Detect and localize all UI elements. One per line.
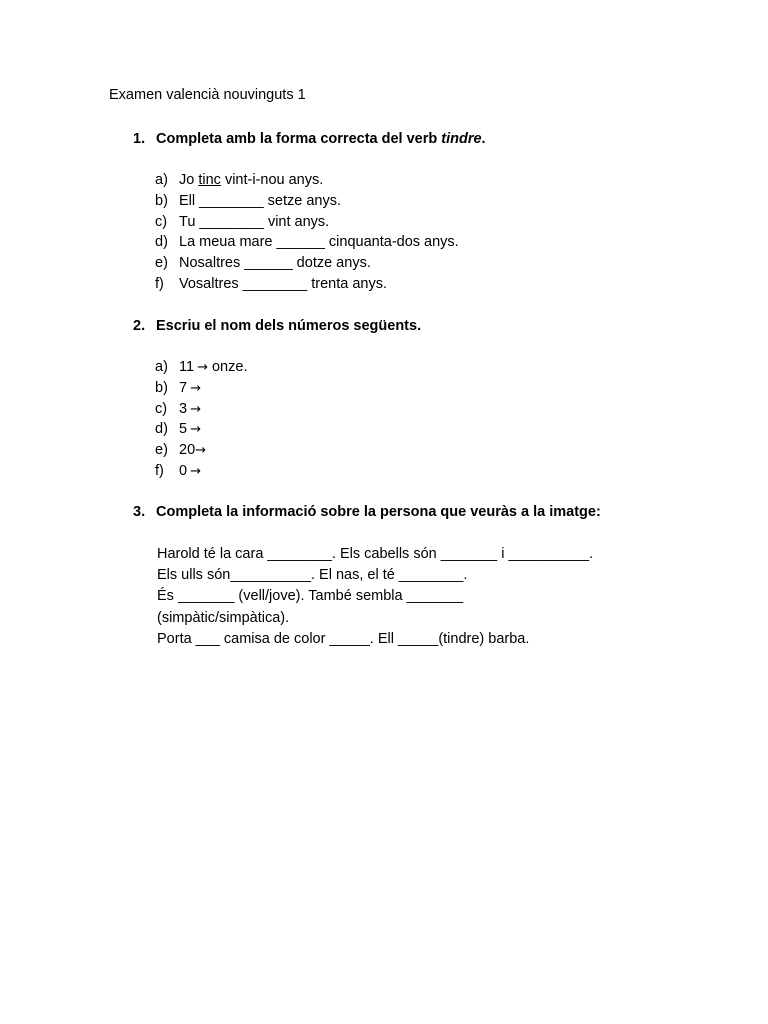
question-2-number: 2. (133, 318, 146, 334)
exam-title: Examen valencià nouvinguts 1 (109, 87, 306, 103)
question-3-paragraph (157, 544, 593, 650)
paragraph-line: Els ulls són__________. El nas, el té ________. (157, 567, 468, 584)
arrow-right-icon: → (195, 443, 207, 459)
question-3-text: Completa la informació sobre la persona que veuràs a la imatge: (156, 504, 601, 520)
paragraph-line: Porta ___ camisa de color _____. Ell _____(tindre) barba. (157, 630, 530, 647)
example-answer: tinc (198, 172, 221, 188)
arrow-right-icon: → (190, 463, 201, 479)
paragraph-line: Harold té la cara ________. Els cabells són _______ i __________. (157, 546, 594, 562)
question-2-text: Escriu el nom dels números següents. (156, 318, 422, 334)
verb-tindre: tindre (441, 131, 482, 147)
question-1-text: Completa amb la forma correcta del verb tindre. (156, 131, 486, 147)
exam-page: Examen valencià nouvinguts 1 1. Completa amb la forma correcta del verb tindre. a) Jo tinc vint-i-nou anys. b) Ell ________ setze anys. c) Tu ________ vint anys. d) La meua mare ______ cinquanta-dos anys. e) Nosaltres ______ dotze anys. f) Vosaltres ________ trenta anys. 2. Escriu el nom dels números següents. a) 11 → onze. b) 7 → c) 3 → d) 5 → e) 20→ f) 0 → 3. Completa la informació sobre la persona que veuràs a la imatge: Harold té la cara ________. Els cabells són _______ i __________. Els ulls són__________. El nas, el té ________. És _______ (vell/jove). També sembla _______ (simpàtic/simpàtica). Porta ___ camisa de color _____. Ell _____(tindre) barba. (0, 0, 768, 1024)
question-3-number: 3. (133, 504, 146, 520)
arrow-right-icon: → (190, 422, 201, 438)
arrow-right-icon: → (197, 360, 208, 375)
paragraph-line: És _______ (vell/jove). També sembla _______ (157, 588, 464, 605)
paragraph-line: (simpàtic/simpàtica). (157, 609, 290, 626)
arrow-right-icon: → (190, 401, 201, 417)
arrow-right-icon: → (190, 380, 201, 396)
question-1-number: 1. (133, 131, 146, 147)
